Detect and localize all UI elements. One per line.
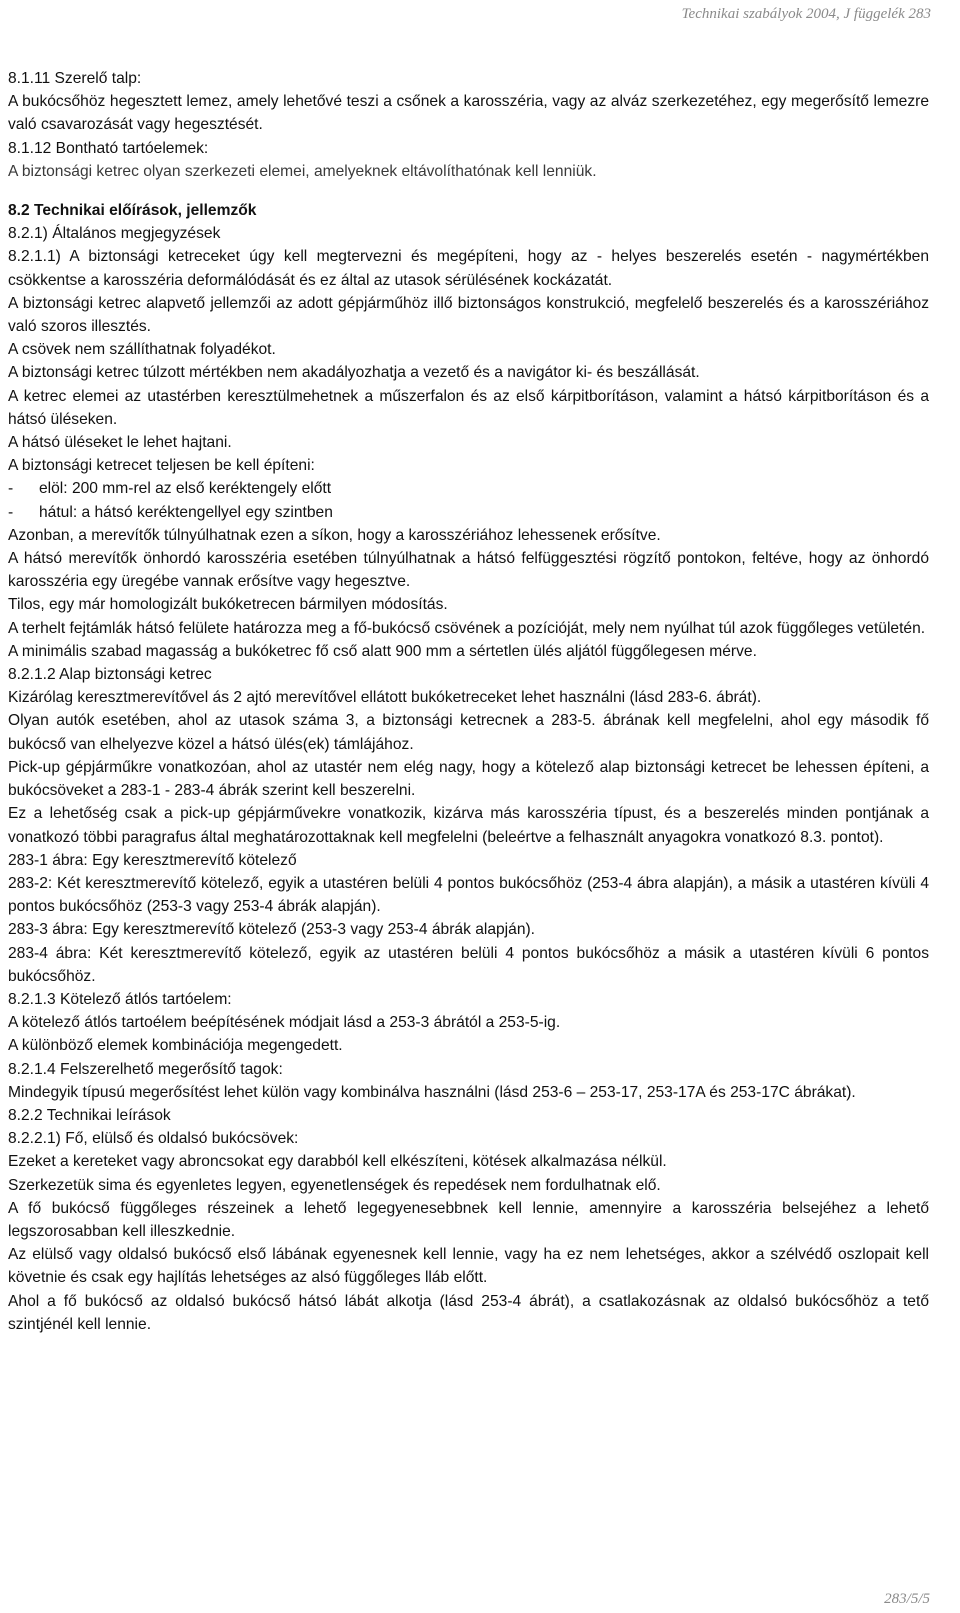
paragraph: A fő bukócső függőleges részeinek a lehető legegyenesebbnek kell lennie, amennyire a karosszéria belsejéhez a lehető legszorosabban kell illeszkednie. — [8, 1199, 929, 1240]
paragraph: A csövek nem szállíthatnak folyadékot. — [8, 341, 276, 359]
section-heading: 8.2 Technikai előírások, jellemzők — [8, 202, 257, 220]
list-item-text: elöl: 200 mm-rel az első keréktengely előtt — [39, 480, 332, 498]
page-number: 283/5/5 — [884, 1591, 930, 1607]
paragraph: Olyan autók esetében, ahol az utasok száma 3, a biztonsági ketrecnek a 283-5. ábrának kell megfelelni, ahol egy második fő bukócső van elhelyezve közel a hátsó ülés(ek) támlájához. — [8, 712, 929, 753]
paragraph: A biztonsági ketrecet teljesen be kell építeni: — [8, 457, 315, 475]
paragraph: Ahol a fő bukócső az oldalsó bukócső hátsó lábát alkotja (lásd 253-4 ábrát), a csatlakozásnak az oldalsó bukócsőhöz a tető szintjénél kell lennie. — [8, 1292, 929, 1333]
paragraph: Szerkezetük sima és egyenletes legyen, egyenetlenségek és repedések nem fordulhatnak elő. — [8, 1176, 661, 1194]
paragraph: A terhelt fejtámlák hátsó felülete határozza meg a fő-bukócső csövének a pozícióját, mely nem nyúlhat túl azok függőleges vetületén. — [8, 619, 926, 637]
document-body — [8, 67, 929, 1336]
paragraph: 283-1 ábra: Egy keresztmerevítő kötelező — [8, 851, 297, 869]
section-title: 8.1.11 Szerelő talp: — [8, 70, 142, 87]
dash-marker: - — [8, 480, 14, 498]
list-item — [8, 477, 929, 500]
paragraph: A biztonsági ketrec alapvető jellemzői az adott gépjárműhöz illő biztonságos konstrukció, megfelelő beszerelés és a karosszériához való szoros illesztés. — [8, 294, 929, 336]
paragraph: A ketrec elemei az utastérben keresztülmehetnek a műszerfalon és az első kárpitborításon, valamint a hátsó kárpitborításon és a hátsó üléseken. — [8, 387, 929, 428]
subsection-title: 8.2.1.4 Felszerelhető megerősítő tagok: — [8, 1060, 283, 1078]
subsection-title: 8.2.2 Technikai leírások — [8, 1106, 171, 1124]
subsection-title: 8.2.1) Általános megjegyzések — [8, 225, 221, 243]
paragraph: Ez a lehetőség csak a pick-up gépjárművekre vonatkozik, kizárva más karosszéria típust, és a beszerelés minden pontjának a vonatkozó többi paragrafus által meghatározottaknak kell megfelelni (beleértve a felhasznált anyagokra vonatkozó 8.3. pontot). — [8, 805, 929, 846]
section-title: 8.1.12 Bontható tartóelemek: — [8, 139, 209, 157]
paragraph: Az elülső vagy oldalsó bukócső első lábának egyenesnek kell lennie, vagy ha ez nem lehetséges, akkor a szélvédő oszlopait kell követnie és csak egy hajlítás lehetséges az alsó függőleges lláb előtt. — [8, 1246, 929, 1287]
dash-marker: - — [8, 503, 14, 521]
paragraph: 8.2.1.1) A biztonsági ketreceket úgy kell megtervezni és megépíteni, hogy az - helyes beszerelés esetén - nagymértékben csökkentse a karosszéria deformálódását és ez által az utasok sérülésének kockázatát. — [8, 248, 929, 289]
paragraph: Mindegyik típusú megerősítést lehet külön vagy kombinálva használni (lásd 253-6 – 253-17, 253-17A és 253-17C ábrákat). — [8, 1083, 856, 1101]
paragraph: A hátsó üléseket le lehet hajtani. — [8, 434, 232, 452]
list-item-text: hátul: a hátsó keréktengellyel egy szintben — [39, 503, 333, 521]
running-header: Technikai szabályok 2004, J függelék 283 — [681, 6, 931, 22]
paragraph: A bukócsőhöz hegesztett lemez, amely lehetővé teszi a csőnek a karosszéria, vagy az alváz szerkezetéhez, egy megerősítő lemezre való csavarozását vagy hegesztését. — [8, 93, 929, 134]
paragraph: A minimális szabad magasság a bukóketrec fő cső alatt 900 mm a sértetlen ülés aljától függőlegesen mérve. — [8, 642, 757, 660]
paragraph: Pick-up gépjárműkre vonatkozóan, ahol az utastér nem elég nagy, hogy a kötelező alap biztonsági ketrecet be lehessen építeni, a bukócsöveket a 283-1 - 283-4 ábrák szerint kell beszerelni. — [8, 758, 929, 800]
paragraph: A hátsó merevítők önhordó karosszéria esetében túlnyúlhatnak a hátsó felfüggesztési rögzítő pontokon, feltéve, hogy az önhordó karosszéria egy üregébe vannak erősítve vagy hegesztve. — [8, 550, 929, 591]
paragraph: A különböző elemek kombinációja megengedett. — [8, 1037, 343, 1055]
paragraph: Ezeket a kereteket vagy abroncsokat egy darabból kell elkészíteni, kötések alkalmazása nélkül. — [8, 1153, 667, 1171]
paragraph: Kizárólag keresztmerevítővel ás 2 ajtó merevítővel ellátott bukóketreceket lehet használni (lásd 283-6. ábrát). — [8, 689, 762, 707]
list-item — [8, 501, 929, 524]
subsection-title: 8.2.2.1) Fő, elülső és oldalsó bukócsövek: — [8, 1130, 299, 1148]
paragraph: Tilos, egy már homologizált bukóketrecen bármilyen módosítás. — [8, 596, 448, 614]
paragraph: 283-2: Két keresztmerevítő kötelező, egyik a utastéren belüli 4 pontos bukócsőhöz (253-4 ábra alapján), a másik a utastéren kívüli 4 pontos bukócsőhöz (253-3 vagy 253-4 ábrák alapján). — [8, 874, 929, 916]
paragraph: 283-3 ábra: Egy keresztmerevítő kötelező (253-3 vagy 253-4 ábrák alapján). — [8, 921, 536, 939]
paragraph: A biztonsági ketrec olyan szerkezeti elemei, amelyeknek eltávolíthatónak kell lenniük. — [8, 162, 597, 180]
subsection-title: 8.2.1.3 Kötelező átlós tartóelem: — [8, 990, 232, 1008]
paragraph: Azonban, a merevítők túlnyúlhatnak ezen a síkon, hogy a karosszériához lehessenek erősítve. — [8, 526, 661, 544]
paragraph: 283-4 ábra: Két keresztmerevítő kötelező, egyik az utastéren belüli 4 pontos bukócsőhöz a másik a utastéren kívüli 6 pontos bukócsőhöz. — [8, 944, 929, 985]
subsection-title: 8.2.1.2 Alap biztonsági ketrec — [8, 666, 212, 684]
paragraph: A biztonsági ketrec túlzott mértékben nem akadályozhatja a vezető és a navigátor ki- és beszállását. — [8, 364, 700, 382]
paragraph: A kötelező átlós tartoélem beépítésének módjait lásd a 253-3 ábrától a 253-5-ig. — [8, 1014, 561, 1032]
